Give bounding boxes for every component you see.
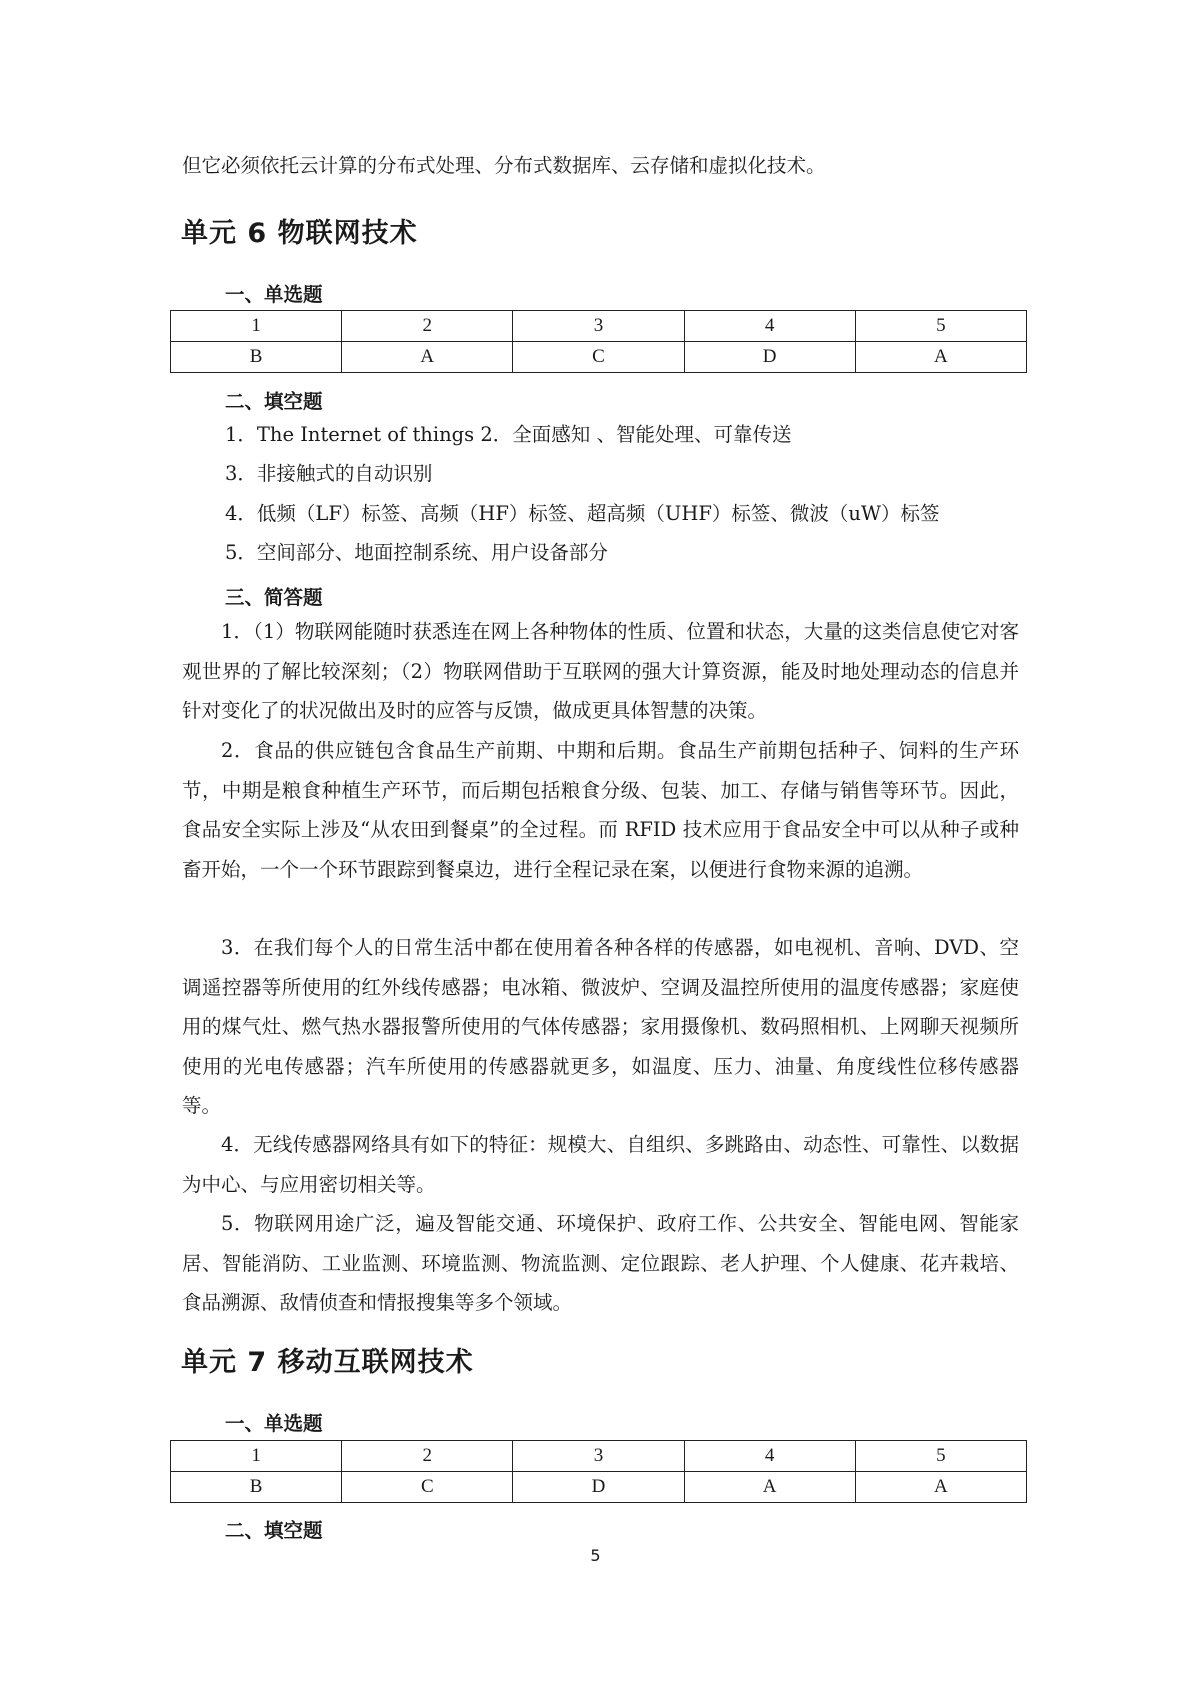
short-answer-5: 5．物联网用途广泛，遍及智能交通、环境保护、政府工作、公共安全、智能电网、智能家居、智能消防、工业监测、环境监测、物流监测、定位跟踪、老人护理、个人健康、花卉栽培、食品溯源、敌情侦查和情报搜集等多个领域。	[182, 1212, 1019, 1314]
table-header-cell: 3	[513, 1441, 684, 1472]
table-answer-cell: A	[855, 342, 1026, 373]
table-row	[171, 1441, 1027, 1472]
table-answer-cell: B	[171, 1472, 342, 1503]
fill-answer-4: 4．低频（LF）标签、高频（HF）标签、超高频（UHF）标签、微波（uW）标签	[225, 502, 940, 525]
short-answer-3: 3．在我们每个人的日常生活中都在使用着各种各样的传感器，如电视机、音响、DVD、空调遥控器等所使用的红外线传感器；电冰箱、微波炉、空调及温控所使用的温度传感器；家庭使用的煤气灶、燃气热水器报警所使用的气体传感器；家用摄像机、数码照相机、上网聊天视频所使用的光电传感器；汽车所使用的传感器就更多，如温度、压力、油量、角度线性位移传感器等。	[182, 936, 1019, 1117]
unit7-section-single-choice: 一、单选题	[225, 1412, 323, 1435]
table-header-cell: 5	[855, 311, 1026, 342]
unit6-answer-table	[170, 310, 1027, 373]
short-answer-4: 4．无线传感器网络具有如下的特征：规模大、自组织、多跳路由、动态性、可靠性、以数据为中心、与应用密切相关等。	[182, 1133, 1019, 1196]
unit7-section-fill-blank: 二、填空题	[225, 1519, 323, 1542]
intro-line: 但它必须依托云计算的分布式处理、分布式数据库、云存储和虚拟化技术。	[182, 154, 826, 177]
unit6-section-fill-blank: 二、填空题	[225, 390, 323, 413]
table-answer-cell: A	[684, 1472, 855, 1503]
fill-answer-5: 5．空间部分、地面控制系统、用户设备部分	[225, 541, 608, 564]
table-header-cell: 4	[684, 1441, 855, 1472]
table-header-cell: 3	[513, 311, 684, 342]
fill-answer-3: 3．非接触式的自动识别	[225, 462, 433, 485]
table-row	[171, 311, 1027, 342]
table-answer-cell: D	[684, 342, 855, 373]
fill-answer-1-2: 1．The Internet of things 2．全面感知 、智能处理、可靠传送	[225, 423, 792, 446]
table-header-cell: 2	[342, 1441, 513, 1472]
page-number: 5	[590, 1546, 601, 1565]
table-answer-cell: B	[171, 342, 342, 373]
table-header-cell: 4	[684, 311, 855, 342]
table-answer-cell: A	[855, 1472, 1026, 1503]
table-row	[171, 1472, 1027, 1503]
unit6-section-short-answer: 三、简答题	[225, 586, 323, 609]
table-header-cell: 5	[855, 1441, 1026, 1472]
unit6-section-single-choice: 一、单选题	[225, 283, 323, 306]
table-header-cell: 1	[171, 311, 342, 342]
table-header-cell: 2	[342, 311, 513, 342]
unit6-title: 单元 6 物联网技术	[181, 218, 418, 249]
short-answer-1: 1．（1）物联网能随时获悉连在网上各种物体的性质、位置和状态，大量的这类信息使它对客观世界的了解比较深刻；（2）物联网借助于互联网的强大计算资源，能及时地处理动态的信息并针对变化了的状况做出及时的应答与反馈，做成更具体智慧的决策。	[182, 620, 1019, 722]
unit7-title: 单元 7 移动互联网技术	[181, 1347, 474, 1378]
table-answer-cell: C	[342, 1472, 513, 1503]
short-answer-2: 2．食品的供应链包含食品生产前期、中期和后期。食品生产前期包括种子、饲料的生产环节，中期是粮食种植生产环节，而后期包括粮食分级、包装、加工、存储与销售等环节。因此，食品安全实际上涉及“从农田到餐桌”的全过程。而 RFID 技术应用于食品安全中可以从种子或种畜开始，一个一个环节跟踪到餐桌边，进行全程记录在案，以便进行食物来源的追溯。	[182, 739, 1019, 881]
table-header-cell: 1	[171, 1441, 342, 1472]
table-row	[171, 342, 1027, 373]
table-answer-cell: D	[513, 1472, 684, 1503]
table-answer-cell: C	[513, 342, 684, 373]
table-answer-cell: A	[342, 342, 513, 373]
unit7-answer-table	[170, 1440, 1027, 1503]
